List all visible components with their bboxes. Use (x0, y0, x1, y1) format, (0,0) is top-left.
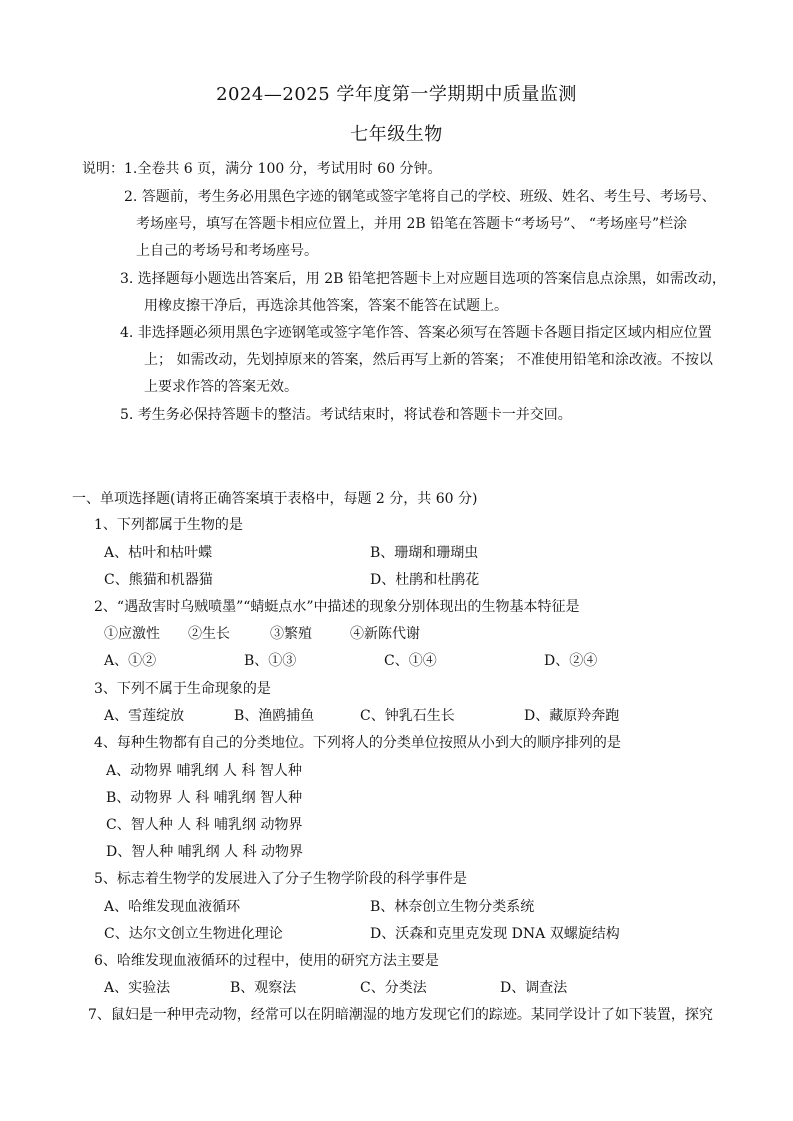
item-1: ①应激性 (104, 626, 160, 642)
option-c: C、钟乳石生长 (360, 708, 455, 724)
option-c: C、达尔文创立生物进化理论 (104, 926, 283, 942)
instruction-4-line-1: 4. 非选择题必须用黑色字迹钢笔或签字笔作答、答案必须写在答题卡各题目指定区域内相应位置 (120, 325, 712, 341)
item-3: ③繁殖 (270, 626, 312, 642)
option-b: B、渔鸥捕鱼 (234, 708, 315, 724)
option-b: B、珊瑚和珊瑚虫 (370, 545, 479, 561)
option-a: A、枯叶和枯叶蝶 (104, 545, 213, 561)
instruction-3-line-2: 用橡皮擦干净后，再选涂其他答案，答案不能答在试题上。 (144, 298, 508, 314)
question-3-stem: 3、下列不属于生命现象的是 (94, 681, 271, 697)
question-2-stem: 2、“遇敌害时乌贼喷墨”“蜻蜓点水”中描述的现象分别体现出的生物基本特征是 (94, 599, 580, 615)
instruction-2-line-3: 上自己的考场号和考场座号。 (136, 243, 318, 259)
question-4-option-c: C、智人种 人 科 哺乳纲 动物界 (106, 817, 303, 833)
option-a: A、①② (104, 653, 157, 669)
option-a: A、实验法 (104, 980, 171, 996)
option-d: D、杜鹃和杜鹃花 (370, 572, 480, 588)
question-4-option-a: A、动物界 哺乳纲 人 科 智人种 (106, 763, 302, 779)
option-d: D、②④ (544, 653, 598, 669)
question-4-option-d: D、智人种 哺乳纲 人 科 动物界 (106, 844, 304, 860)
item-2: ②生长 (188, 626, 230, 642)
option-c: C、分类法 (360, 980, 427, 996)
question-4-option-b: B、动物界 人 科 哺乳纲 智人种 (106, 790, 303, 806)
instruction-2-line-1: 2. 答题前，考生务必用黑色字迹的钢笔或签字笔将自己的学校、班级、姓名、考生号、考场号、 (124, 189, 716, 205)
option-b: B、林奈创立生物分类系统 (370, 899, 535, 915)
instructions-prefix: 说明： (82, 161, 124, 177)
instruction-4-line-2: 上； 如需改动，先划掉原来的答案，然后再写上新的答案； 不准使用铅笔和涂改液。不按以 (144, 352, 713, 368)
option-b: B、观察法 (230, 980, 297, 996)
option-c: C、熊猫和机器猫 (104, 572, 213, 588)
item-4: ④新陈代谢 (350, 626, 420, 642)
option-d: D、藏原羚奔跑 (524, 708, 620, 724)
option-b: B、①③ (244, 653, 297, 669)
option-a: A、雪莲绽放 (104, 708, 185, 724)
instruction-2-line-2: 考场座号，填写在答题卡相应位置上，并用 2B 铅笔在答题卡“考场号”、 “考场座号”栏涂 (136, 216, 688, 232)
instruction-3-line-1: 3. 选择题每小题选出答案后，用 2B 铅笔把答题卡上对应题目选项的答案信息点涂黑，如需改动， (120, 271, 726, 287)
option-d: D、沃森和克里克发现 DNA 双螺旋结构 (370, 926, 620, 942)
section-title: 一、单项选择题(请将正确答案填于表格中，每题 2 分，共 60 分) (72, 491, 478, 507)
question-5-stem: 5、标志着生物学的发展进入了分子生物学阶段的科学事件是 (94, 871, 467, 887)
option-d: D、调查法 (500, 980, 568, 996)
question-6-stem: 6、哈维发现血液循环的过程中，使用的研究方法主要是 (94, 953, 439, 969)
exam-title: 2024—2025 学年度第一学期期中质量监测 (216, 84, 577, 105)
instruction-5: 5. 考生务必保持答题卡的整洁。考试结束时，将试卷和答题卡一并交回。 (120, 407, 572, 423)
option-a: A、哈维发现血液循环 (104, 899, 241, 915)
question-7-stem: 7、鼠妇是一种甲壳动物，经常可以在阴暗潮湿的地方发现它们的踪迹。某同学设计了如下装置，探究 (88, 1007, 713, 1023)
exam-subtitle: 七年级生物 (350, 124, 443, 145)
option-c: C、①④ (384, 653, 437, 669)
instruction-4-line-3: 上要求作答的答案无效。 (144, 379, 298, 395)
instruction-1: 1.全卷共 6 页，满分 100 分，考试用时 60 分钟。 (124, 161, 442, 177)
question-4-stem: 4、每种生物都有自己的分类地位。下列将人的分类单位按照从小到大的顺序排列的是 (94, 735, 621, 751)
question-1-stem: 1、下列都属于生物的是 (94, 517, 243, 533)
